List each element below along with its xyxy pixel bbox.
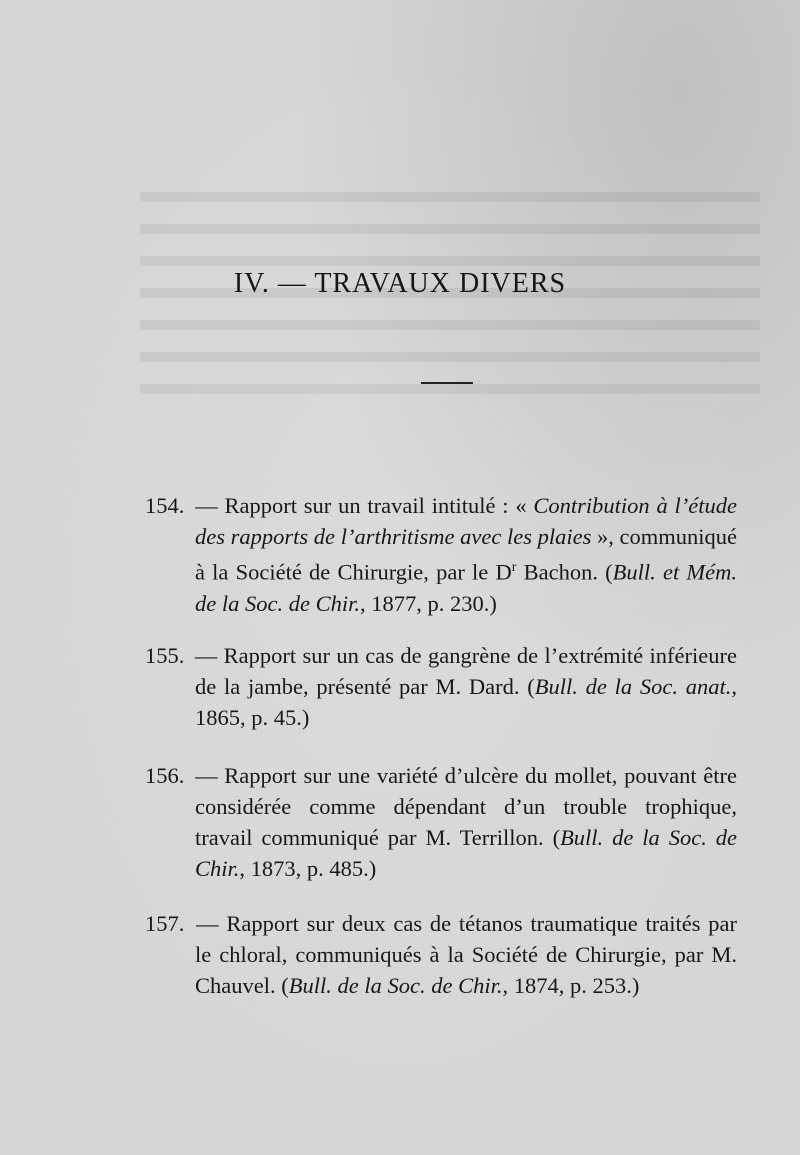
entry-156 <box>145 760 737 884</box>
entry-157 <box>145 908 737 1001</box>
entry-text: — Rapport sur deux cas de tétanos traumatique traités par le chloral, communiqués à la Société de Chirurgie, par M. Chauvel. ( <box>195 911 738 998</box>
entry-number: 155. <box>145 643 185 668</box>
entry-superscript: r <box>511 560 517 575</box>
entry-text: , 1865, p. 45.) <box>195 674 737 730</box>
entry-citation-italic: Bull. de la Soc. de Chir. <box>288 973 503 998</box>
heading-rule <box>421 382 473 384</box>
entry-number: 156. <box>145 763 185 788</box>
entry-text: , 1877, p. 230.) <box>359 590 497 616</box>
entry-text: — Rapport sur une variété d’ulcère du mollet, pouvant être considérée comme dépendant d’un trouble trophique, travail communiqué par M. Terrillon. ( <box>195 763 738 850</box>
entry-paragraph <box>145 640 737 733</box>
entry-paragraph <box>145 908 737 1001</box>
entry-citation-italic: Bull. de la Soc. de Chir. <box>195 825 737 881</box>
entry-paragraph <box>145 760 737 884</box>
entry-text: , 1873, p. 485.) <box>239 856 377 881</box>
entry-text: , 1874, p. 253.) <box>502 973 640 998</box>
entry-title-italic: Contribution à l’étude des rapports de l’arthritisme avec les plaies <box>195 493 737 549</box>
entry-text: — Rapport sur un cas de gangrène de l’extrémité inférieure de la jambe, présenté par M. Dard. ( <box>194 643 737 699</box>
entry-paragraph <box>145 490 737 619</box>
entry-number: 157. <box>145 911 185 936</box>
entry-155 <box>145 640 737 733</box>
entry-citation-italic: Bull. de la Soc. anat. <box>534 674 732 699</box>
entry-text: Bachon. ( <box>516 559 613 585</box>
entry-number: 154. <box>145 493 185 518</box>
entry-154 <box>145 490 737 619</box>
entry-citation-italic: Bull. et Mém. de la Soc. de Chir. <box>195 559 737 616</box>
entry-text: », communiqué à la Société de Chirurgie, par le D <box>195 524 737 585</box>
entry-text: — Rapport sur un travail intitulé : « <box>195 493 534 518</box>
section-heading: IV. — TRAVAUX DIVERS <box>233 268 567 299</box>
